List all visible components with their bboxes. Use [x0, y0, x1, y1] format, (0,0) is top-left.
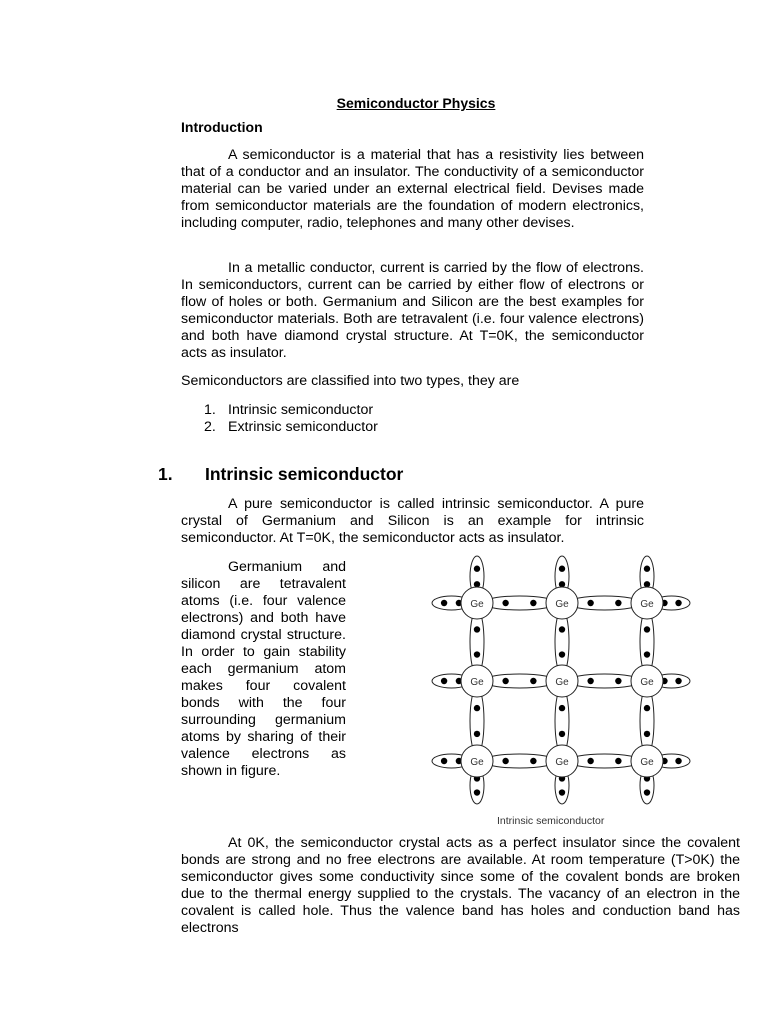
electron	[530, 600, 536, 606]
covalent-bond	[568, 596, 641, 610]
electron	[615, 600, 621, 606]
atom-label: Ge	[640, 757, 654, 768]
electron	[474, 789, 480, 795]
electron	[441, 678, 447, 684]
electron	[441, 600, 447, 606]
electron	[474, 731, 480, 737]
electron	[615, 678, 621, 684]
electron	[502, 600, 508, 606]
list-item	[204, 419, 378, 436]
electron	[644, 566, 650, 572]
list-item-label: Intrinsic semiconductor	[228, 402, 374, 418]
section-number: 1.	[158, 464, 173, 484]
electron	[502, 758, 508, 764]
covalent-bond	[568, 754, 641, 768]
atom-label: Ge	[555, 599, 569, 610]
classification-sentence: Semiconductors are classified into two types, they are	[181, 373, 520, 389]
electron	[615, 758, 621, 764]
atom-label: Ge	[555, 677, 569, 688]
electron	[587, 678, 593, 684]
list-item-number: 2.	[204, 419, 216, 435]
list-item	[204, 402, 378, 419]
electron	[559, 626, 565, 632]
intrinsic-lattice-figure	[428, 553, 692, 807]
atom-label: Ge	[640, 599, 654, 610]
covalent-bond	[568, 674, 641, 688]
page-title: Semiconductor Physics	[336, 95, 496, 111]
electron	[474, 566, 480, 572]
atom-label: Ge	[470, 757, 484, 768]
electron	[675, 678, 681, 684]
covalent-bond	[483, 596, 556, 610]
atom-label: Ge	[640, 677, 654, 688]
figure-caption: Intrinsic semiconductor	[497, 815, 605, 827]
intro-paragraph-1: A semiconductor is a material that has a resistivity lies between that of a conductor and an insulator. The conductivity of a semiconductor material can be varied under an external electrical field. Devises made from semiconductor materials are the foundation of modern electronics, including computer, radio, telephones and many other devises.	[181, 147, 644, 231]
intro-paragraph-2: In a metallic conductor, current is carried by the flow of electrons. In semiconductors, current can be carried by either flow of electrons or flow of holes or both. Germanium and Silicon are the best examples for semiconductor materials. Both are tetravalent (i.e. four valence electrons) and both have diamond crystal structure. At T=0K, the semiconductor acts as insulator.	[181, 260, 644, 361]
section-title: Intrinsic semiconductor	[205, 464, 404, 484]
electron	[502, 678, 508, 684]
semiconductor-types-list	[204, 402, 378, 436]
electron	[559, 566, 565, 572]
intrinsic-paragraph-3: At 0K, the semiconductor crystal acts as a perfect insulator since the covalent bonds are strong and no free electrons are available. At room temperature (T>0K) the semiconductor gives some conductivity since some of the covalent bonds are broken due to the thermal energy supplied to the crystals. The vacancy of an electron in the covalent is called hole. Thus the valence band has holes and conduction band has electrons	[181, 835, 740, 936]
electron	[587, 600, 593, 606]
electron	[675, 600, 681, 606]
electron	[559, 705, 565, 711]
electron	[474, 626, 480, 632]
atom-label: Ge	[470, 677, 484, 688]
atom-label: Ge	[555, 757, 569, 768]
lattice-diagram	[432, 556, 690, 804]
intro-heading: Introduction	[181, 119, 263, 135]
electron	[530, 678, 536, 684]
electron	[559, 789, 565, 795]
electron	[644, 651, 650, 657]
covalent-bond	[483, 754, 556, 768]
electron	[587, 758, 593, 764]
electron	[675, 758, 681, 764]
intrinsic-paragraph-1: A pure semiconductor is called intrinsic semiconductor. A pure crystal of Germanium and Silicon is an example for intrinsic semiconductor. At T=0K, the semiconductor acts as insulator.	[181, 496, 644, 546]
electron	[474, 705, 480, 711]
list-item-label: Extrinsic semiconductor	[228, 419, 378, 435]
electron	[644, 731, 650, 737]
electron	[644, 626, 650, 632]
covalent-bond	[483, 674, 556, 688]
electron	[530, 758, 536, 764]
electron	[441, 758, 447, 764]
intrinsic-paragraph-2: Germanium and silicon are tetravalent atoms (i.e. four valence electrons) and both have diamond crystal structure. In order to gain stability each germanium atom makes four covalent bonds with the four surrounding germanium atoms by sharing of their valence electrons as shown in figure.	[181, 559, 346, 779]
atom-label: Ge	[470, 599, 484, 610]
electron	[644, 705, 650, 711]
list-item-number: 1.	[204, 402, 216, 418]
electron	[474, 651, 480, 657]
electron	[559, 651, 565, 657]
electron	[559, 731, 565, 737]
electron	[644, 789, 650, 795]
